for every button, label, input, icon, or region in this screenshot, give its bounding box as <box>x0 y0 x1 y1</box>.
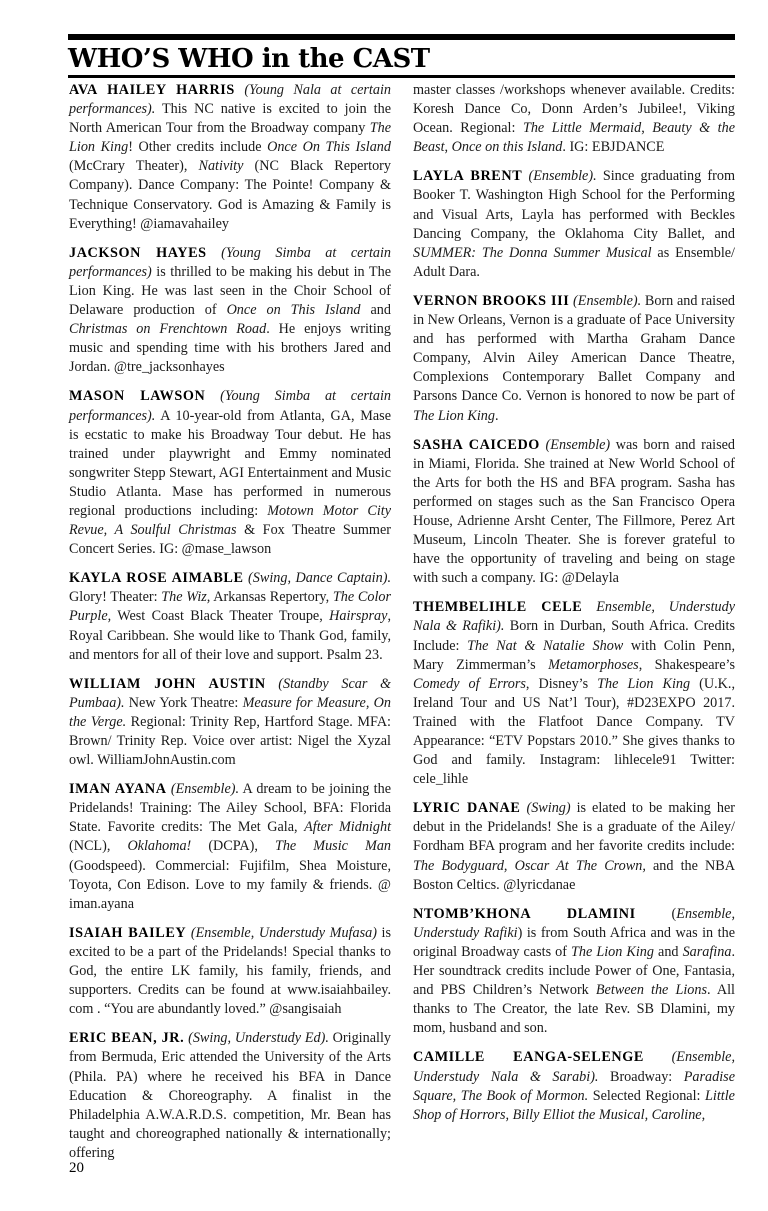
bio-isaiah-bailey: ISAIAH BAILEY (Ensemble, Understudy Mufasa) is excited to be a part of the Pridelands! Special thanks to God, the entire LK family, his family, friends, and supporters. Credits can be found at www.isaiahbailey. com . “You are abundantly loved.” @sangisaiah <box>69 924 391 1018</box>
bio-eric-bean-jr: ERIC BEAN, JR. (Swing, Understudy Ed). Originally from Bermuda, Eric attended the University of the Arts (Phila. PA) where he received his BFA in Dance Education & Choreography. A finalist in the Philadelphia A.W.A.R.D.S. competition, Mr. Bean has taught and choreographed nationally & internationally; offering <box>69 1030 391 1161</box>
bio-ava-hailey-harris: AVA HAILEY HARRIS (Young Nala at certain performances). This NC native is excited to join the North American Tour from the Broadway company The Lion King! Other credits include Once On This Island (McCrary Theater), Nativity (NC Black Repertory Company). Dance Company: The Pointe! Company & Technique Conservatory. God is Amazing & Family is Everything! @iamavahailey <box>69 82 392 232</box>
bio-camille-eanga-selenge: CAMILLE EANGA-SELENGE (Ensemble, Understudy Nala & Sarabi). Broadway: Paradise Square, The Book of Mormon. Selected Regional: Little Shop of Horrors, Billy Elliot the Musical, Caroline, <box>413 1049 735 1123</box>
bio-lyric-danae: LYRIC DANAE (Swing) is elated to be making her debut in the Pridelands! She is a graduate of the Ailey/ Fordham BFA program and her favorite credits include: The Bodyguard, Oscar At The Crown, and the NBA Boston Celtics. @lyricdanae <box>413 800 736 893</box>
bio-jackson-hayes: JACKSON HAYES (Young Simba at certain performances) is thrilled to be making his debut in The Lion King. He was last seen in the Choir School of Delaware production of Once on This Island and Christmas on Frenchtown Road. He enjoys writing music and spending time with his brothers Jared and Jordan. @tre_jacksonhayes <box>69 244 392 376</box>
bio-iman-ayana: IMAN AYANA (Ensemble). A dream to be joining the Pridelands! Training: The Ailey School, BFA: Florida State. Favorite credits: The Met Gala, After Midnight (NCL), Oklahoma! (DCPA), The Music Man (Goodspeed). Commercial: Fujifilm, Shea Moisture, Toyota, Con Edison. Love to my family & friends. @ iman.ayana <box>69 781 392 912</box>
left-column <box>69 81 391 1173</box>
title-rule-top <box>68 34 735 40</box>
bio-thembelihle-cele: THEMBELIHLE CELE Ensemble, Understudy Nala & Rafiki). Born in Durban, South Africa. Credits Include: The Nat & Natalie Show with Colin Penn, Mary Zimmerman’s Metamorphoses, Shakespeare’s Comedy of Errors, Disney’s The Lion King (U.K., Ireland Tour and US Nat’l Tour), #D23EXPO 2017. Trained with the Flatfoot Dance Company. TV Appearance: “ETV Popstars 2010.” She gives thanks to God and family. Instagram: lihlecele91 Twitter: cele_lihle <box>413 599 736 788</box>
right-column <box>413 81 735 1135</box>
title-rule-bottom <box>68 75 735 78</box>
bio-vernon-brooks-iii: VERNON BROOKS III (Ensemble). Born and raised in New Orleans, Vernon is a graduate of Pace University and has performed with Martha Graham Dance Company, Alvin Ailey American Dance Theatre, Complexions Contemporary Ballet Company and Parsons Dance Co. Vernon is honored to now be part of The Lion King. <box>413 292 736 424</box>
page-title: WHO’S WHO in the CAST <box>68 44 430 74</box>
bio-mason-lawson: MASON LAWSON (Young Simba at certain performances). A 10-year-old from Atlanta, GA, Mase is ecstatic to make his Broadway Tour debut. He has trained under playwright and Emmy nominated songwriter Stepp Stewart, AGI Entertainment and Music Studio Atlanta. Mase has performed in numerous regional productions including: Motown Motor City Revue, A Soulful Christmas & Fox Theatre Summer Concert Series. IG: @mase_lawson <box>69 388 391 558</box>
bio-kayla-rose-aimable: KAYLA ROSE AIMABLE (Swing, Dance Captain). Glory! Theater: The Wiz, Arkansas Repertory, The Color Purple, West Coast Black Theater Troupe, Hairspray, Royal Caribbean. She would like to Thank God, family, and mentors for all of their love and support. Psalm 23. <box>69 570 392 663</box>
bio-william-john-austin: WILLIAM JOHN AUSTIN (Standby Scar & Pumbaa). New York Theatre: Measure for Measure, On the Verge. Regional: Trinity Rep, Hartford Stage. MFA: Brown/ Trinity Rep. Voice over artist: Nigel the Xyzal owl. WilliamJohnAustin.com <box>69 675 392 769</box>
bio-eric-bean-jr-continued: master classes /workshops whenever available. Credits: Koresh Dance Co, Donn Arden’s Jubilee!, Viking Ocean. Regional: The Little Mermaid, Beauty & the Beast, Once on this Island. IG: EBJDANCE <box>413 82 735 156</box>
bio-ntombkhona-dlamini: NTOMB’KHONA DLAMINI (Ensemble, Understudy Rafiki) is from South Africa and was in the original Broadway casts of The Lion King and Sarafina. Her soundtrack credits include Power of One, Fantasia, and PBS Children’s Network Between the Lions. All thanks to The Creator, the late Rev. SB Dlamini, my mom, husband and son. <box>413 905 735 1037</box>
bio-layla-brent: LAYLA BRENT (Ensemble). Since graduating from Booker T. Washington High School for the Performing and Visual Arts, Layla has performed with Beckles Dancing Company, the Oklahoma City Ballet, and SUMMER: The Donna Summer Musical as Ensemble/ Adult Dara. <box>413 168 735 280</box>
bio-sasha-caicedo: SASHA CAICEDO (Ensemble) was born and raised in Miami, Florida. She trained at New World School of the Arts for both the HS and BFA program. Sasha has performed on stages such as the San Francisco Opera House, Adrienne Arsht Center, The Fillmore, Perez Art Museum, Lincoln Theater. She is forever grateful to have the opportunity of traveling and being on stage with such a company. IG: @Delayla <box>413 436 736 587</box>
page-number: 20 <box>69 1160 84 1176</box>
